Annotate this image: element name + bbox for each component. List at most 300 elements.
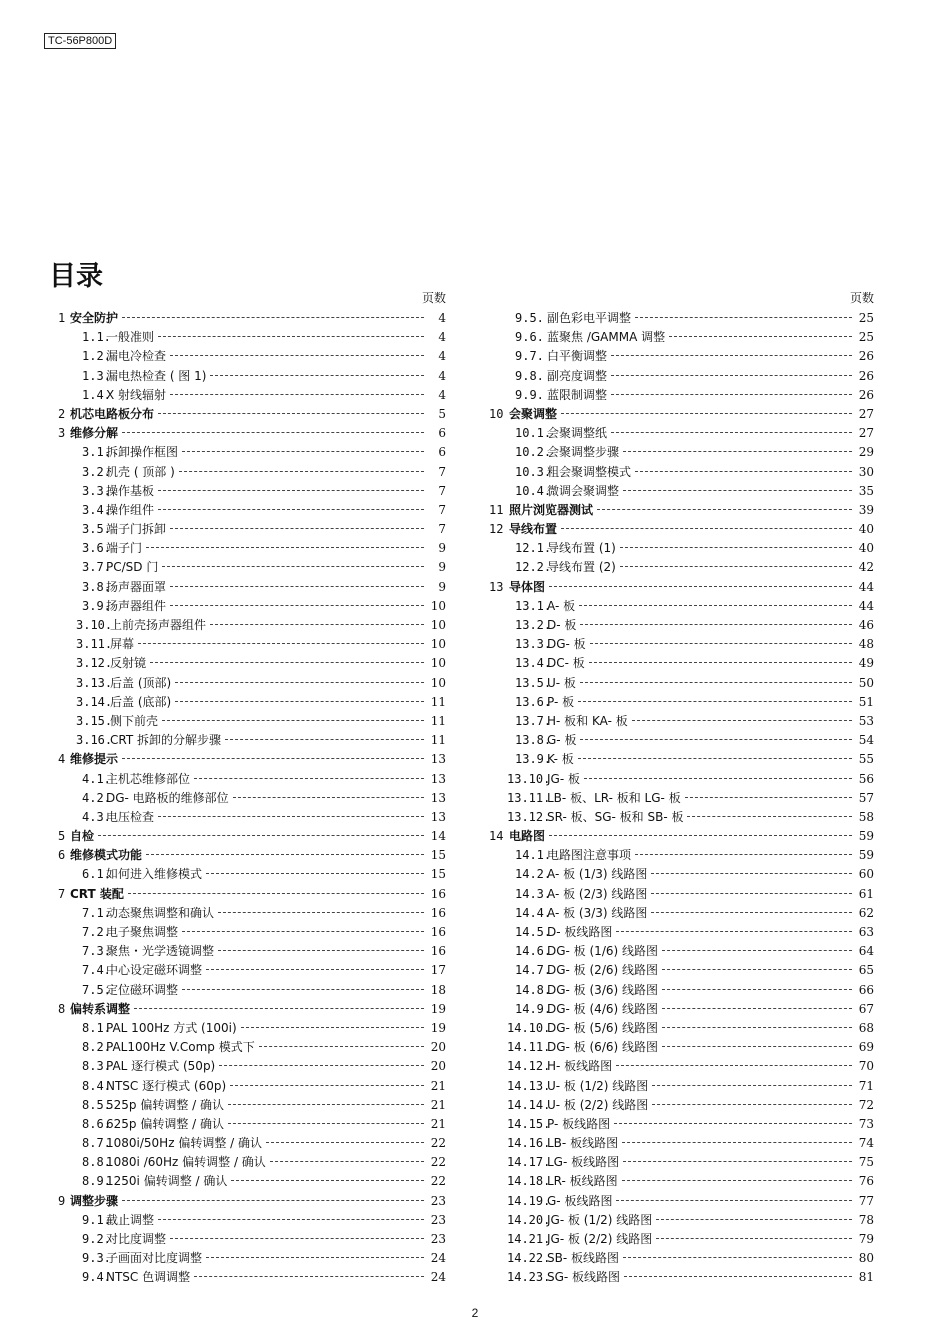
toc-leader-dots: [158, 509, 424, 510]
toc-entry-title: 反射镜: [110, 656, 147, 671]
toc-leader-dots: [206, 1257, 424, 1258]
toc-entry-title: 聚焦・光学透镜调整: [106, 944, 215, 959]
toc-entry-number: 13.9.: [515, 752, 552, 767]
toc-entry[interactable]: [58, 1019, 446, 1038]
toc-leader-dots: [589, 662, 852, 663]
toc-entry[interactable]: [487, 309, 874, 328]
toc-entry-page: 11: [430, 713, 446, 728]
toc-entry-page: 76: [858, 1174, 874, 1189]
toc-entry-number: 10.3.: [515, 464, 552, 479]
toc-entry-page: 17: [430, 963, 446, 978]
toc-leader-dots: [611, 375, 852, 376]
toc-entry[interactable]: [487, 981, 874, 1000]
toc-entry-number: 8.5.: [82, 1097, 111, 1112]
toc-entry[interactable]: [58, 309, 446, 328]
toc-entry-number: 14.6.: [515, 944, 552, 959]
toc-entry[interactable]: [487, 1268, 874, 1287]
toc-entry-number: 3.10.: [76, 618, 113, 632]
toc-entry-number: 14.3.: [515, 886, 552, 901]
toc-entry[interactable]: [487, 1077, 874, 1096]
toc-entry-page: 74: [858, 1136, 874, 1151]
toc-entry[interactable]: [487, 923, 874, 942]
toc-entry[interactable]: [487, 635, 874, 654]
toc-entry[interactable]: [487, 539, 874, 558]
toc-entry-number: 14: [489, 829, 504, 844]
toc-entry[interactable]: [487, 1115, 874, 1134]
toc-entry[interactable]: [58, 520, 446, 539]
toc-entry-page: 7: [438, 464, 446, 479]
toc-leader-dots: [210, 375, 424, 376]
toc-entry[interactable]: [58, 1249, 446, 1268]
toc-entry[interactable]: [487, 1134, 874, 1153]
toc-entry-page: 29: [858, 445, 874, 460]
toc-entry-page: 55: [858, 752, 874, 767]
toc-entry-title: 截止调整: [106, 1212, 155, 1227]
toc-entry[interactable]: [487, 558, 874, 577]
toc-entry-page: 58: [858, 809, 874, 824]
toc-entry[interactable]: [487, 750, 874, 769]
toc-entry[interactable]: [58, 1230, 446, 1249]
toc-entry-page: 24: [430, 1251, 446, 1266]
toc-entry-number: 14.20.: [507, 1212, 551, 1227]
toc-entry[interactable]: [487, 865, 874, 884]
toc-entry[interactable]: [58, 1000, 446, 1019]
toc-entry-title: 导线布置 (1): [547, 541, 616, 556]
toc-entry[interactable]: [487, 578, 874, 597]
toc-entry-number: 14.14.: [507, 1097, 551, 1112]
toc-entry-page: 16: [430, 886, 446, 901]
toc-entry-title: P- 板: [547, 694, 575, 709]
toc-entry-number: 9.7.: [515, 349, 544, 364]
toc-entry-page: 19: [430, 1001, 446, 1016]
toc-entry-page: 40: [858, 541, 874, 556]
toc-entry-page: 4: [438, 330, 446, 345]
toc-entry-title: A- 板 (1/3) 线路图: [547, 867, 648, 882]
toc-entry-title: 蓝聚焦 /GAMMA 调整: [547, 330, 666, 345]
toc-entry-page: 23: [430, 1193, 446, 1208]
toc-leader-dots: [623, 1257, 852, 1258]
toc-entry-page: 22: [430, 1174, 446, 1189]
toc-leader-dots: [687, 816, 852, 817]
toc-leader-dots: [158, 413, 424, 414]
toc-entry[interactable]: [58, 463, 446, 482]
toc-entry-number: 14.17.: [507, 1155, 551, 1170]
toc-entry[interactable]: [58, 942, 446, 961]
toc-entry[interactable]: [487, 942, 874, 961]
toc-entry[interactable]: [487, 1057, 874, 1076]
toc-leader-dots: [150, 662, 424, 663]
toc-entry[interactable]: [487, 846, 874, 865]
toc-entry-number: 8: [58, 1001, 66, 1016]
toc-entry-number: 6: [58, 848, 66, 863]
toc-entry-page: 9: [438, 541, 446, 556]
toc-entry-number: 7.5.: [82, 982, 111, 997]
toc-right-column: [487, 290, 874, 1288]
toc-entry-number: 3.13.: [76, 675, 113, 690]
toc-entry-page: 10: [430, 637, 446, 652]
toc-leader-dots: [158, 1219, 424, 1220]
toc-leader-dots: [662, 1046, 852, 1047]
toc-leader-dots: [561, 528, 852, 529]
toc-leader-dots: [122, 758, 424, 759]
toc-entry[interactable]: [487, 827, 874, 846]
toc-entry[interactable]: [58, 865, 446, 884]
toc-entry-page: 21: [430, 1078, 446, 1093]
toc-entry[interactable]: [58, 347, 446, 366]
toc-entry-page: 9: [438, 560, 446, 575]
toc-entry[interactable]: [487, 482, 874, 501]
toc-entry-page: 59: [858, 848, 874, 863]
toc-entry-title: 照片浏览器测试: [509, 502, 594, 517]
toc-entry[interactable]: [58, 961, 446, 980]
toc-leader-dots: [158, 336, 424, 337]
toc-entry-page: 11: [430, 733, 446, 748]
toc-entry[interactable]: [58, 328, 446, 347]
toc-entry-number: 4.1.: [82, 771, 111, 786]
toc-entry-page: 72: [858, 1097, 874, 1112]
toc-entry[interactable]: [487, 654, 874, 673]
toc-entry[interactable]: [487, 1019, 874, 1038]
toc-entry[interactable]: [58, 578, 446, 597]
toc-entry-number: 8.2.: [82, 1040, 111, 1055]
toc-entry[interactable]: [58, 750, 446, 769]
toc-entry-number: 11: [489, 502, 504, 517]
toc-entry[interactable]: [487, 712, 874, 731]
toc-leader-dots: [616, 931, 852, 932]
toc-leader-dots: [656, 1238, 852, 1239]
toc-entry-number: 9.6.: [515, 330, 544, 345]
toc-entry[interactable]: [58, 1172, 446, 1191]
toc-entry[interactable]: [58, 923, 446, 942]
toc-entry-title: 后盖 (顶部): [110, 675, 172, 690]
toc-leader-dots: [170, 605, 424, 606]
toc-entry-title: LB- 板、LR- 板和 LG- 板: [547, 790, 681, 805]
toc-entry-number: 8.7.: [82, 1136, 111, 1151]
page-title: 目录: [49, 261, 103, 292]
toc-entry-title: JG- 板 (1/2) 线路图: [547, 1212, 653, 1227]
toc-entry[interactable]: [487, 885, 874, 904]
toc-entry[interactable]: [58, 1134, 446, 1153]
toc-entry[interactable]: [487, 597, 874, 616]
toc-entry[interactable]: [487, 674, 874, 693]
toc-entry[interactable]: [58, 1153, 446, 1172]
toc-entry[interactable]: [487, 808, 874, 827]
toc-entry-title: 1080i /60Hz 偏转调整 / 确认: [106, 1155, 266, 1170]
toc-entry-title: LB- 板线路图: [547, 1136, 619, 1151]
toc-entry-title: LR- 板线路图: [547, 1174, 618, 1189]
toc-entry[interactable]: [58, 731, 446, 750]
toc-entry[interactable]: [58, 386, 446, 405]
toc-leader-dots: [616, 1200, 852, 1201]
toc-entry[interactable]: [58, 827, 446, 846]
toc-leader-dots: [170, 586, 424, 587]
toc-entry-number: 13: [489, 579, 504, 594]
toc-entry[interactable]: [58, 885, 446, 904]
toc-entry-number: 13.11.: [507, 790, 551, 805]
toc-entry-title: 机芯电路板分布: [70, 406, 155, 421]
toc-entry-title: DG- 板 (6/6) 线路图: [547, 1040, 658, 1055]
toc-entry[interactable]: [487, 520, 874, 539]
toc-entry-title: 1080i/50Hz 偏转调整 / 确认: [106, 1136, 262, 1151]
toc-entry-title: DG- 板 (4/6) 线路图: [547, 1001, 658, 1016]
toc-leader-dots: [182, 931, 424, 932]
toc-entry-page: 15: [430, 848, 446, 863]
toc-entry[interactable]: [58, 1057, 446, 1076]
toc-entry-page: 4: [438, 368, 446, 383]
toc-leader-dots: [128, 893, 424, 894]
toc-entry[interactable]: [487, 731, 874, 750]
toc-entry[interactable]: [58, 1038, 446, 1057]
toc-leader-dots: [590, 643, 852, 644]
toc-leader-dots: [182, 451, 424, 452]
toc-entry-page: 14: [430, 829, 446, 844]
toc-leader-dots: [122, 1200, 424, 1201]
toc-leader-dots: [206, 969, 424, 970]
toc-entry-title: U- 板: [547, 675, 576, 690]
toc-entry[interactable]: [58, 405, 446, 424]
toc-entry[interactable]: [58, 693, 446, 712]
toc-entry-number: 14.9.: [515, 1001, 552, 1016]
toc-entry-number: 13.4.: [515, 656, 552, 671]
toc-entry[interactable]: [487, 443, 874, 462]
toc-entry[interactable]: [487, 328, 874, 347]
toc-entry[interactable]: [487, 405, 874, 424]
toc-entry-page: 30: [858, 464, 874, 479]
toc-entry[interactable]: [487, 616, 874, 635]
toc-entry-title: CRT 拆卸的分解步骤: [110, 733, 221, 748]
toc-entry-title: DG- 板 (1/6) 线路图: [547, 944, 658, 959]
toc-entry[interactable]: [58, 1077, 446, 1096]
toc-entry-number: 3.4.: [82, 502, 111, 517]
toc-entry-title: DG- 板 (2/6) 线路图: [547, 963, 658, 978]
toc-entry[interactable]: [487, 1249, 874, 1268]
toc-entry-number: 4: [58, 752, 66, 767]
toc-entry[interactable]: [487, 693, 874, 712]
toc-entry-page: 5: [438, 406, 446, 421]
toc-entry[interactable]: [58, 674, 446, 693]
toc-entry[interactable]: [58, 789, 446, 808]
toc-entry-page: 16: [430, 925, 446, 939]
toc-leader-dots: [652, 1085, 852, 1086]
toc-leader-dots: [182, 989, 424, 990]
toc-entry-page: 54: [858, 733, 874, 748]
toc-entry[interactable]: [487, 1153, 874, 1172]
toc-entry-page: 16: [430, 944, 446, 959]
page-count-header: 页数: [849, 291, 874, 305]
toc-entry-page: 67: [858, 1001, 874, 1016]
toc-leader-dots: [230, 1085, 424, 1086]
toc-entry[interactable]: [58, 712, 446, 731]
toc-entry[interactable]: [58, 501, 446, 520]
toc-entry[interactable]: [487, 1172, 874, 1191]
toc-entry[interactable]: [487, 1038, 874, 1057]
toc-leader-dots: [669, 336, 852, 337]
toc-entry-page: 26: [858, 368, 874, 383]
toc-entry-page: 63: [858, 925, 874, 939]
toc-leader-dots: [651, 893, 852, 894]
toc-entry-page: 20: [430, 1059, 446, 1074]
toc-entry[interactable]: [58, 1192, 446, 1211]
toc-entry[interactable]: [58, 1115, 446, 1134]
toc-entry-number: 14.4.: [515, 905, 552, 920]
toc-entry-title: 自检: [70, 829, 95, 844]
toc-entry-title: 会聚调整纸: [547, 426, 608, 441]
toc-entry-page: 35: [858, 483, 874, 498]
toc-entry[interactable]: [58, 558, 446, 577]
toc-entry[interactable]: [58, 616, 446, 635]
toc-entry-title: LG- 板线路图: [547, 1155, 620, 1170]
toc-entry-number: 1.1.: [82, 330, 111, 345]
toc-entry-title: 主机芯维修部位: [106, 771, 191, 786]
toc-leader-dots: [175, 682, 424, 683]
toc-entry-title: 安全防护: [70, 311, 119, 325]
toc-entry-page: 21: [430, 1097, 446, 1112]
toc-entry-title: A- 板 (3/3) 线路图: [547, 905, 648, 920]
toc-entry-number: 12: [489, 522, 504, 537]
toc-entry-title: 电路图注意事项: [547, 848, 632, 863]
toc-entry-page: 10: [430, 618, 446, 632]
toc-entry-title: 副亮度调整: [547, 368, 608, 383]
toc-leader-dots: [134, 1008, 424, 1009]
toc-entry[interactable]: [58, 367, 446, 386]
toc-entry-page: 13: [430, 771, 446, 786]
toc-right-list: [487, 309, 874, 1288]
toc-leader-dots: [662, 1027, 852, 1028]
toc-entry[interactable]: [58, 654, 446, 673]
toc-entry-number: 7.2.: [82, 925, 111, 939]
toc-entry-number: 5: [58, 829, 66, 844]
toc-entry[interactable]: [58, 482, 446, 501]
toc-entry-title: 蓝限制调整: [547, 387, 608, 402]
toc-entry-title: PC/SD 门: [106, 560, 159, 575]
toc-entry[interactable]: [58, 443, 446, 462]
toc-entry-title: D- 板: [547, 618, 577, 632]
toc-leader-dots: [122, 317, 424, 318]
toc-entry-number: 13.12.: [507, 809, 551, 824]
toc-entry-number: 9.4.: [82, 1270, 111, 1285]
toc-entry[interactable]: [58, 904, 446, 923]
toc-entry-title: 操作基板: [106, 483, 155, 498]
toc-entry-title: DG- 板 (5/6) 线路图: [547, 1020, 658, 1035]
toc-leader-dots: [206, 873, 424, 874]
toc-leader-dots: [228, 1123, 424, 1124]
toc-entry-number: 4.2.: [82, 790, 111, 805]
toc-entry[interactable]: [487, 789, 874, 808]
toc-entry-title: 电路图: [509, 829, 546, 844]
toc-entry-title: 漏电热检查 ( 图 1): [106, 368, 207, 383]
toc-entry[interactable]: [58, 635, 446, 654]
toc-entry-number: 12.2.: [515, 560, 552, 575]
toc-leader-dots: [170, 1238, 424, 1239]
toc-entry-number: 7.4.: [82, 963, 111, 978]
toc-entry[interactable]: [487, 367, 874, 386]
toc-entry[interactable]: [58, 981, 446, 1000]
toc-entry-page: 64: [858, 944, 874, 959]
toc-entry[interactable]: [487, 770, 874, 789]
model-label: TC-56P800D: [44, 33, 116, 49]
toc-entry-number: 3.2.: [82, 464, 111, 479]
toc-entry-number: 8.8.: [82, 1155, 111, 1170]
toc-entry-number: 14.11.: [507, 1040, 551, 1055]
toc-entry-title: 1250i 偏转调整 / 确认: [106, 1174, 228, 1189]
toc-entry-number: 7.3.: [82, 944, 111, 959]
toc-entry-title: 会聚调整: [509, 406, 558, 421]
toc-entry-title: 后盖 (底部): [110, 694, 172, 709]
toc-entry-page: 19: [430, 1020, 446, 1035]
toc-entry[interactable]: [487, 1096, 874, 1115]
toc-entry[interactable]: [487, 1211, 874, 1230]
toc-entry-page: 4: [438, 387, 446, 402]
toc-entry[interactable]: [487, 463, 874, 482]
toc-entry[interactable]: [58, 808, 446, 827]
toc-entry-page: 25: [858, 311, 874, 325]
toc-leader-dots: [685, 797, 852, 798]
toc-entry[interactable]: [487, 424, 874, 443]
toc-entry-page: 66: [858, 982, 874, 997]
toc-entry-number: 10.2.: [515, 445, 552, 460]
toc-entry-title: 白平衡调整: [547, 349, 608, 364]
toc-leader-dots: [549, 586, 852, 587]
toc-leader-dots: [652, 1104, 852, 1105]
toc-entry[interactable]: [58, 846, 446, 865]
toc-leader-dots: [624, 1276, 852, 1277]
toc-entry-title: SB- 板线路图: [547, 1251, 619, 1266]
toc-entry-title: 会聚调整步骤: [547, 445, 620, 460]
toc-entry[interactable]: [487, 501, 874, 520]
toc-entry-page: 56: [858, 771, 874, 786]
toc-entry[interactable]: [58, 597, 446, 616]
toc-entry[interactable]: [487, 1230, 874, 1249]
toc-entry-page: 10: [430, 675, 446, 690]
toc-entry[interactable]: [487, 961, 874, 980]
toc-entry-number: 14.19.: [507, 1193, 551, 1208]
toc-entry[interactable]: [487, 1000, 874, 1019]
toc-entry-number: 13.10.: [507, 771, 551, 786]
toc-entry-page: 26: [858, 349, 874, 364]
toc-leader-dots: [623, 1161, 852, 1162]
toc-entry[interactable]: [58, 770, 446, 789]
toc-entry-page: 10: [430, 656, 446, 671]
toc-leader-dots: [611, 355, 852, 356]
toc-entry-number: 14.21.: [507, 1232, 551, 1246]
toc-entry-page: 65: [858, 963, 874, 978]
toc-entry-title: 中心设定磁环调整: [106, 963, 203, 978]
toc-entry[interactable]: [58, 1211, 446, 1230]
toc-leader-dots: [656, 1219, 852, 1220]
toc-entry-number: 9.8.: [515, 368, 544, 383]
toc-entry-number: 3.8.: [82, 579, 111, 594]
toc-leader-dots: [623, 451, 852, 452]
toc-leader-dots: [179, 471, 424, 472]
toc-entry-number: 14.16.: [507, 1136, 551, 1151]
toc-entry-number: 3.1.: [82, 445, 111, 460]
toc-leader-dots: [662, 989, 852, 990]
toc-entry-number: 3.11.: [76, 637, 113, 652]
toc-entry[interactable]: [58, 1268, 446, 1287]
toc-entry[interactable]: [487, 904, 874, 923]
toc-entry[interactable]: [58, 539, 446, 558]
toc-leader-dots: [228, 1104, 424, 1105]
toc-entry[interactable]: [487, 386, 874, 405]
toc-entry[interactable]: [487, 347, 874, 366]
toc-leader-dots: [219, 1065, 424, 1066]
toc-entry-page: 4: [438, 311, 446, 325]
toc-entry-title: PAL100Hz V.Comp 模式下: [106, 1040, 255, 1055]
toc-entry[interactable]: [58, 1096, 446, 1115]
toc-entry[interactable]: [58, 424, 446, 443]
toc-entry-number: 9.2.: [82, 1232, 111, 1246]
toc-entry[interactable]: [487, 1192, 874, 1211]
